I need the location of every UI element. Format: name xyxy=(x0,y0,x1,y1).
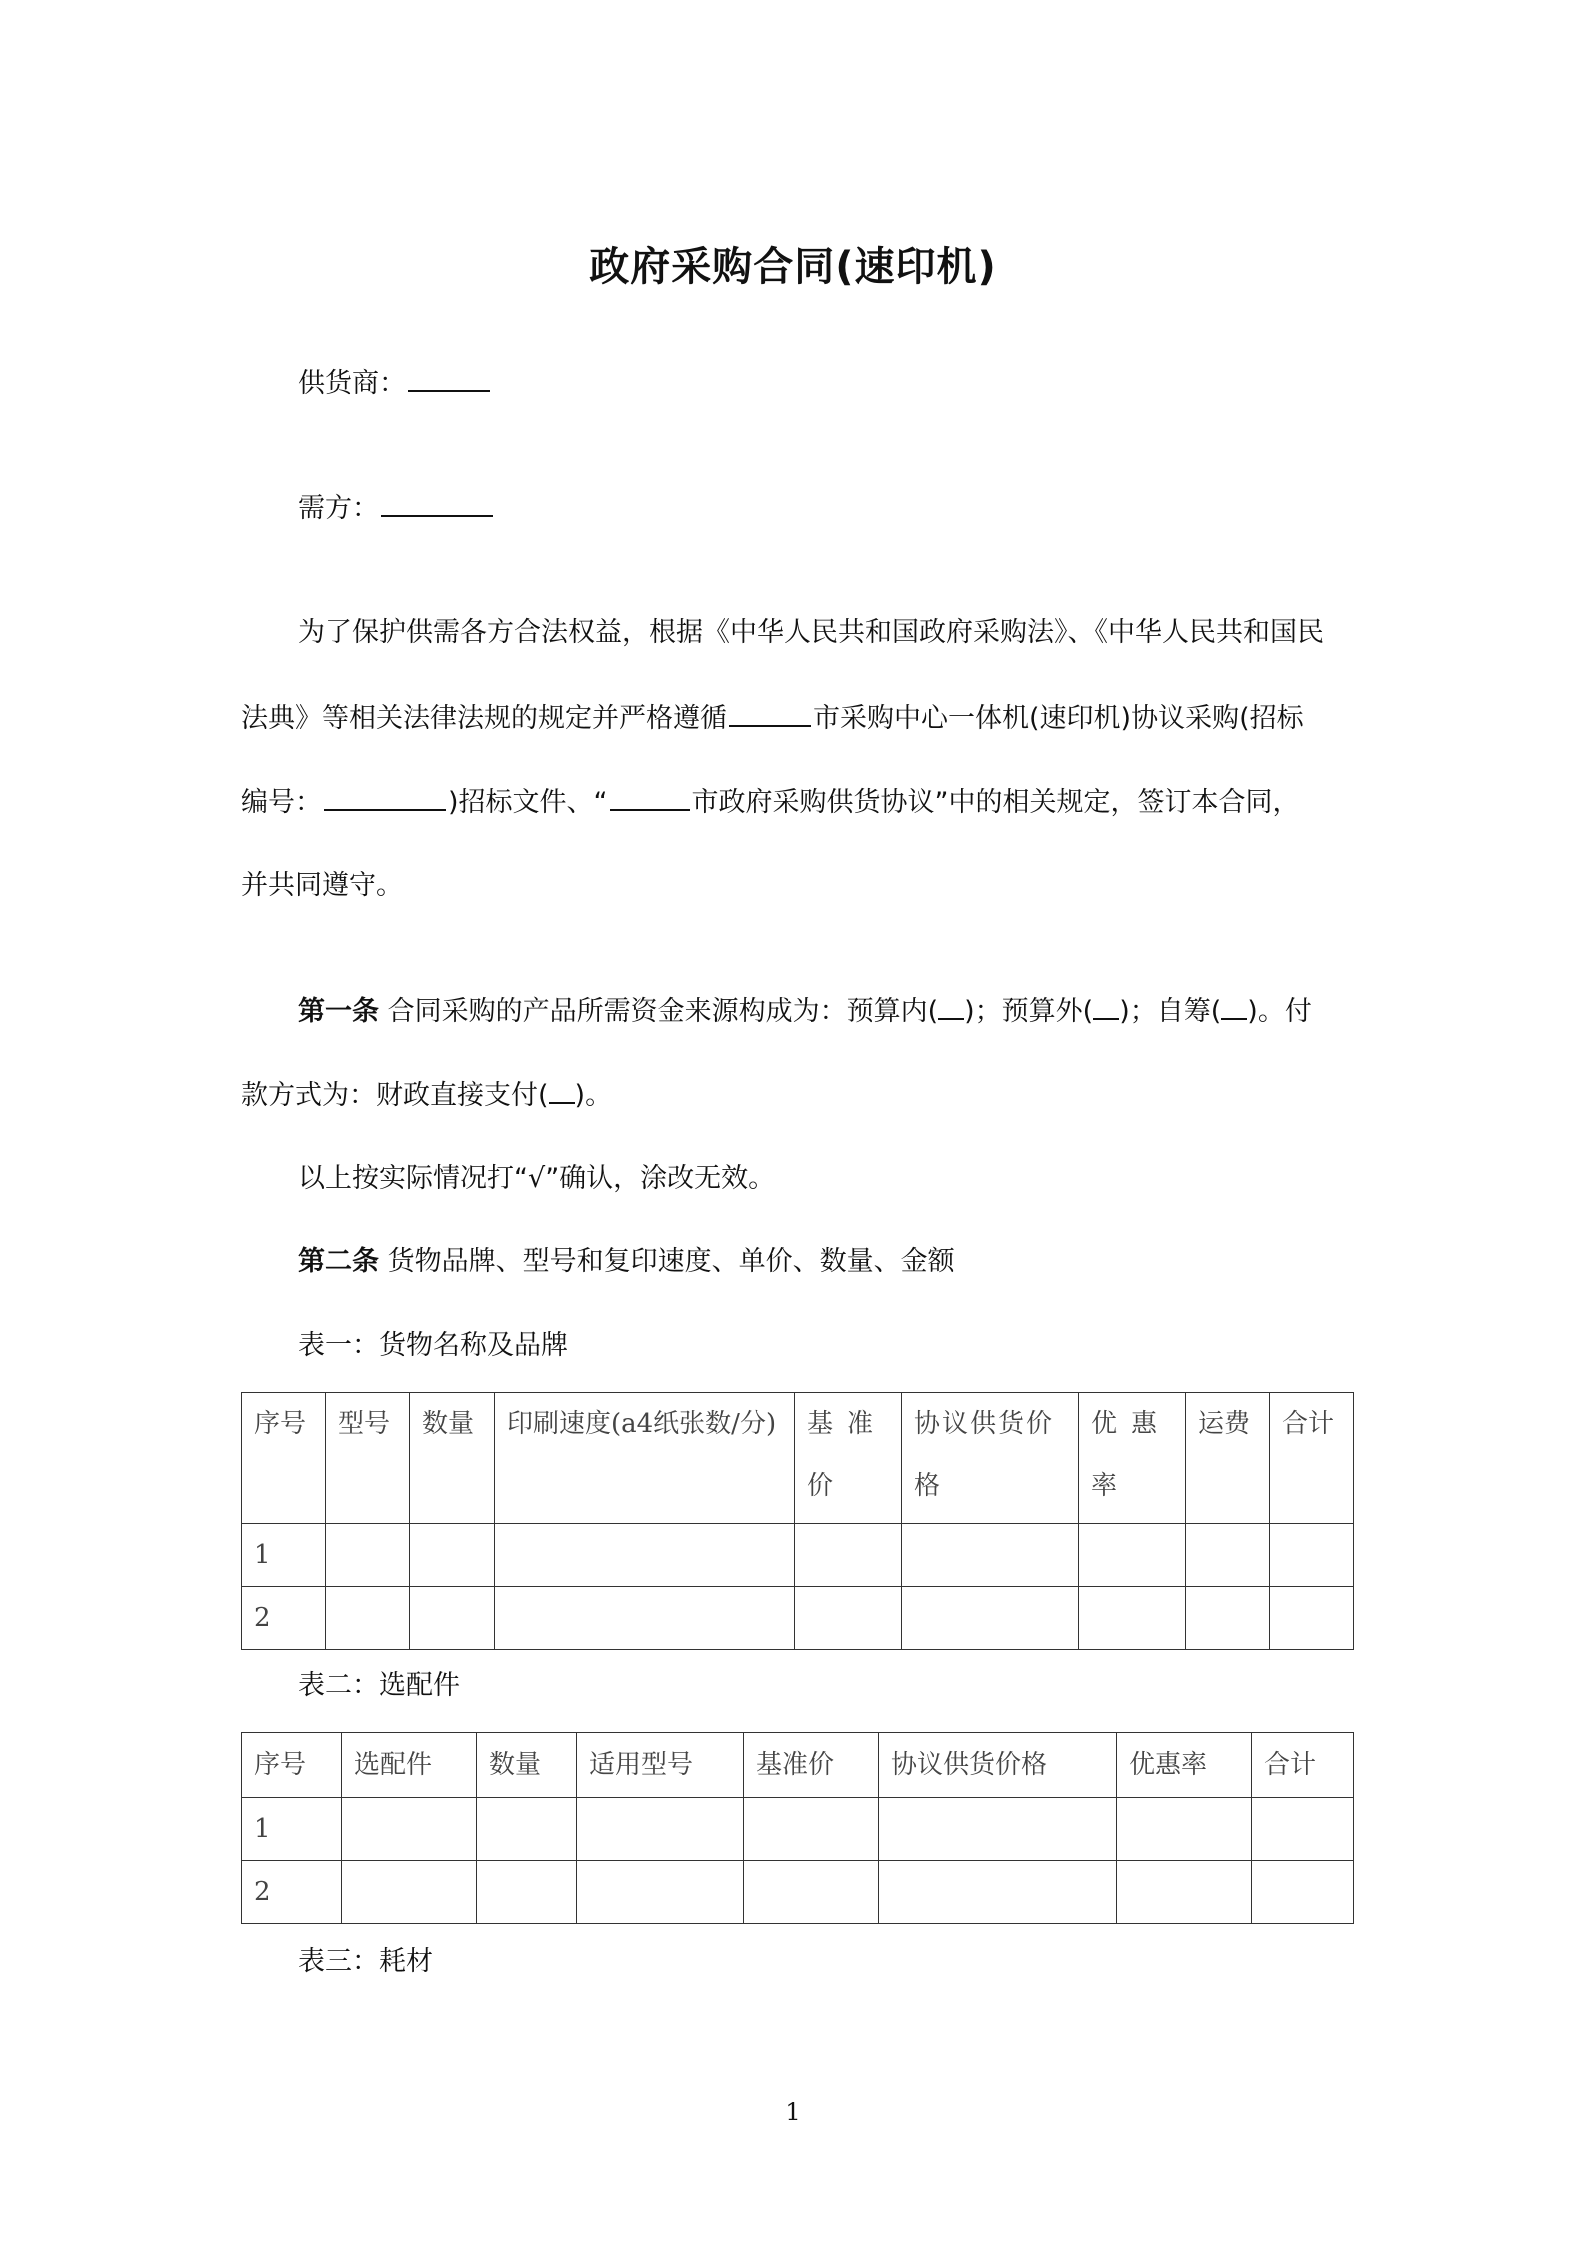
table-cell[interactable] xyxy=(1270,1524,1354,1587)
city-blank xyxy=(729,697,811,727)
table-cell[interactable] xyxy=(1117,1798,1252,1861)
table-cell[interactable] xyxy=(744,1861,879,1924)
supplier-line xyxy=(298,362,492,404)
table-row xyxy=(242,1524,1354,1587)
table-header-cell: 优惠率 xyxy=(1117,1733,1252,1798)
article2-text: 货物品牌、型号和复印速度、单价、数量、金额 xyxy=(379,1246,955,1277)
goods-table xyxy=(241,1392,1354,1650)
table-cell[interactable] xyxy=(1186,1587,1270,1650)
table-cell[interactable] xyxy=(326,1524,410,1587)
table-cell[interactable] xyxy=(477,1798,577,1861)
table-cell[interactable] xyxy=(577,1798,744,1861)
table-cell[interactable] xyxy=(902,1524,1079,1587)
intro-text: 法典》等相关法律法规的规定并严格遵循 xyxy=(241,703,727,734)
article1-text: )。付 xyxy=(1247,996,1312,1027)
table-cell[interactable] xyxy=(1117,1861,1252,1924)
table-header-cell: 数量 xyxy=(410,1393,495,1524)
page-number: 1 xyxy=(785,2098,801,2126)
table-header-row xyxy=(242,1733,1354,1798)
table-header-cell: 印刷速度(a4纸张数/分) xyxy=(495,1393,795,1524)
table-header-cell: 适用型号 xyxy=(577,1733,744,1798)
buyer-label: 需方： xyxy=(298,493,379,524)
table-cell[interactable] xyxy=(495,1587,795,1650)
accessories-table xyxy=(241,1732,1354,1924)
row-number-cell: 2 xyxy=(242,1861,342,1924)
supplier-blank xyxy=(408,362,490,392)
table-header-cell: 合计 xyxy=(1270,1393,1354,1524)
table-row xyxy=(242,1798,1354,1861)
table-header-cell: 协议供货价格 xyxy=(902,1393,1079,1524)
table-header-cell: 优惠率 xyxy=(1079,1393,1186,1524)
table-cell[interactable] xyxy=(1079,1587,1186,1650)
intro-line-3 xyxy=(241,781,1300,823)
row-number-cell: 1 xyxy=(242,1798,342,1861)
intro-line-1: 为了保护供需各方合法权益，根据《中华人民共和国政府采购法》、《中华人民共和国民 xyxy=(298,617,1324,648)
article2-line xyxy=(298,1242,955,1282)
table3-caption: 表三：耗材 xyxy=(298,1946,433,1977)
tender-number-blank xyxy=(324,781,446,811)
table-header-cell: 选配件 xyxy=(342,1733,477,1798)
table-header-cell: 基准价 xyxy=(795,1393,902,1524)
article1-text: )；自筹( xyxy=(1119,996,1222,1027)
supplier-label: 供货商： xyxy=(298,368,406,399)
checkmark-note: 以上按实际情况打“√”确认，涂改无效。 xyxy=(298,1163,776,1194)
table-header-cell: 基准价 xyxy=(744,1733,879,1798)
table-row xyxy=(242,1861,1354,1924)
table-header-cell: 序号 xyxy=(242,1393,326,1524)
table-header-cell: 合计 xyxy=(1252,1733,1354,1798)
table-cell[interactable] xyxy=(902,1587,1079,1650)
intro-text: 市政府采购供货协议”中的相关规定，签订本合同， xyxy=(691,787,1300,818)
table-header-cell: 数量 xyxy=(477,1733,577,1798)
row-number-cell: 2 xyxy=(242,1587,326,1650)
intro-line-2 xyxy=(241,697,1304,739)
article2-heading: 第二条 xyxy=(298,1246,379,1277)
article1-line-1 xyxy=(298,992,1312,1032)
table-header-cell: 协议供货价格 xyxy=(879,1733,1117,1798)
budget-inside-blank xyxy=(938,992,964,1020)
table-cell[interactable] xyxy=(477,1861,577,1924)
self-raised-blank xyxy=(1221,992,1247,1020)
table-cell[interactable] xyxy=(795,1587,902,1650)
intro-line-4: 并共同遵守。 xyxy=(241,870,403,901)
table-row xyxy=(242,1587,1354,1650)
table-cell[interactable] xyxy=(410,1524,495,1587)
table-header-cell: 型号 xyxy=(326,1393,410,1524)
article1-text: 款方式为：财政直接支付( xyxy=(241,1080,549,1111)
article1-text: 合同采购的产品所需资金来源构成为：预算内( xyxy=(379,996,939,1027)
city-blank-2 xyxy=(610,781,690,811)
table-cell[interactable] xyxy=(1252,1861,1354,1924)
table-cell[interactable] xyxy=(577,1861,744,1924)
table-cell[interactable] xyxy=(1186,1524,1270,1587)
buyer-blank xyxy=(381,487,493,517)
table-cell[interactable] xyxy=(342,1798,477,1861)
table-cell[interactable] xyxy=(410,1587,495,1650)
table-cell[interactable] xyxy=(1270,1587,1354,1650)
direct-payment-blank xyxy=(549,1076,575,1104)
intro-text: 编号： xyxy=(241,787,322,818)
table-cell[interactable] xyxy=(795,1524,902,1587)
row-number-cell: 1 xyxy=(242,1524,326,1587)
table1-caption: 表一：货物名称及品牌 xyxy=(298,1330,568,1361)
article1-text: )；预算外( xyxy=(964,996,1094,1027)
page-title: 政府采购合同(速印机) xyxy=(589,244,997,290)
table-cell[interactable] xyxy=(495,1524,795,1587)
table2-caption: 表二：选配件 xyxy=(298,1670,460,1701)
table-header-cell: 序号 xyxy=(242,1733,342,1798)
article1-heading: 第一条 xyxy=(298,996,379,1027)
buyer-line xyxy=(298,487,495,529)
table-cell[interactable] xyxy=(879,1861,1117,1924)
table-cell[interactable] xyxy=(326,1587,410,1650)
table-cell[interactable] xyxy=(1252,1798,1354,1861)
article1-text: )。 xyxy=(574,1080,613,1111)
table-cell[interactable] xyxy=(342,1861,477,1924)
article1-line-2 xyxy=(241,1076,612,1116)
table-cell[interactable] xyxy=(1079,1524,1186,1587)
table-header-row xyxy=(242,1393,1354,1524)
intro-text: )招标文件、“ xyxy=(448,787,608,818)
budget-outside-blank xyxy=(1093,992,1119,1020)
intro-text: 市采购中心一体机(速印机)协议采购(招标 xyxy=(813,703,1304,734)
table-cell[interactable] xyxy=(744,1798,879,1861)
table-header-cell: 运费 xyxy=(1186,1393,1270,1524)
table-cell[interactable] xyxy=(879,1798,1117,1861)
